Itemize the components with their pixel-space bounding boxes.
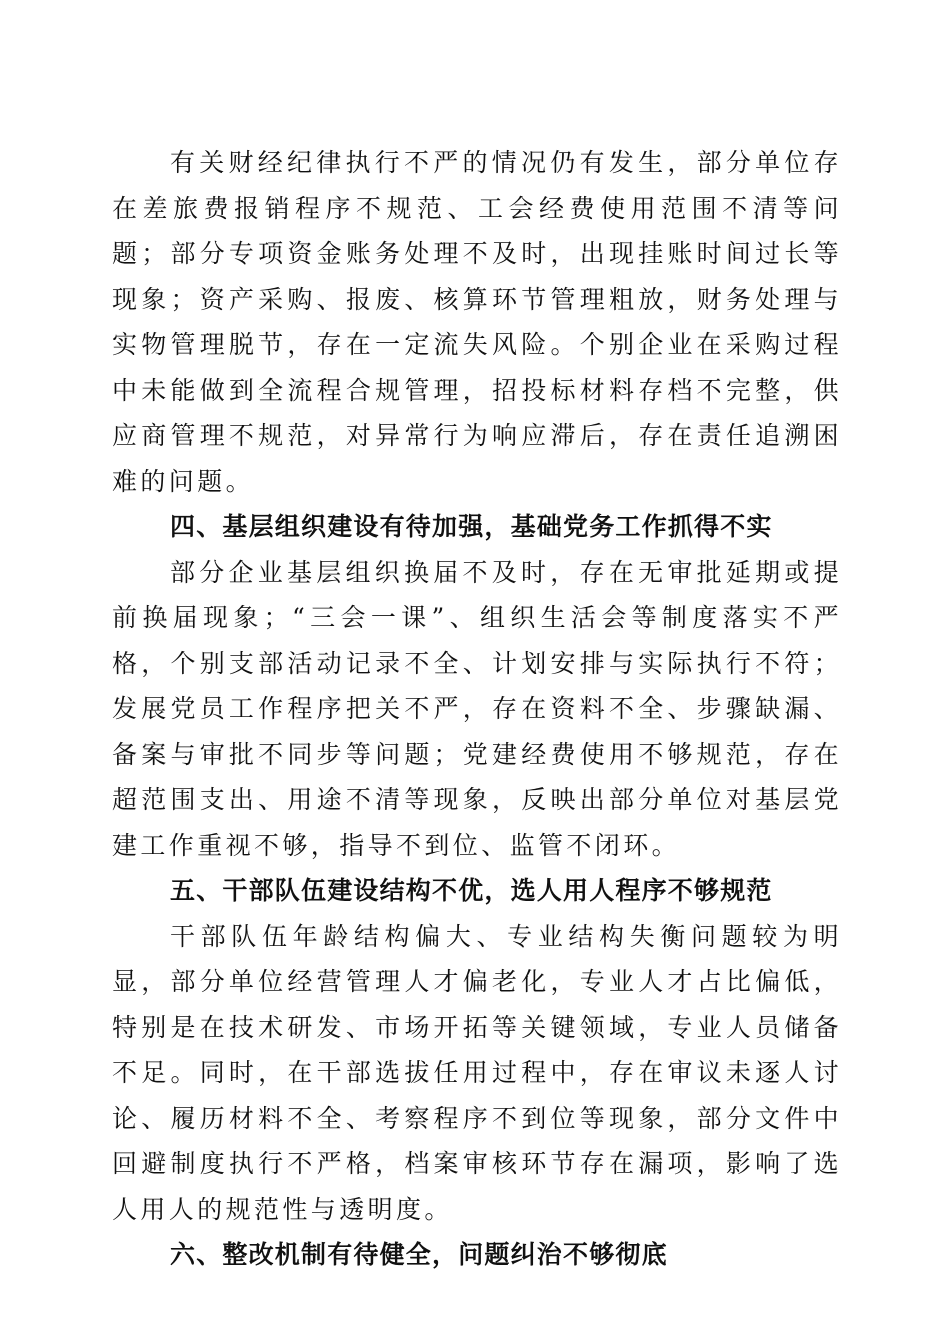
- section-heading-5: 五、干部队伍建设结构不优，选人用人程序不够规范: [170, 876, 773, 905]
- paragraph-finance-discipline: 有关财经纪律执行不严的情况仍有发生，部分单位存在差旅费报销程序不规范、工会经费使用范围不清等问题；部分专项资金账务处理不及时，出现挂账时间过长等现象；资产采购、报废、核算环节管理粗放，财务处理与实物管理脱节，存在一定流失风险。个别企业在采购过程中未能做到全流程合规管理，招投标材料存档不完整，供应商管理不规范，对异常行为响应滞后，存在责任追溯困难的问题。: [112, 148, 842, 496]
- document-body: [112, 140, 842, 1278]
- paragraph-grassroots-organization: 部分企业基层组织换届不及时，存在无审批延期或提前换届现象；“三会一课”、组织生活会等制度落实不严格，个别支部活动记录不全、计划安排与实际执行不符；发展党员工作程序把关不严，存在资料不全、步骤缺漏、备案与审批不同步等问题；党建经费使用不够规范，存在超范围支出、用途不清等现象，反映出部分单位对基层党建工作重视不够，指导不到位、监管不闭环。: [112, 557, 842, 860]
- paragraph-cadre-team: 干部队伍年龄结构偏大、专业结构失衡问题较为明显，部分单位经营管理人才偏老化，专业人才占比偏低，特别是在技术研发、市场开拓等关键领域，专业人员储备不足。同时，在干部选拔任用过程中，存在审议未逐人讨论、履历材料不全、考察程序不到位等现象，部分文件中回避制度执行不严格，档案审核环节存在漏项，影响了选人用人的规范性与透明度。: [112, 921, 842, 1224]
- section-heading-4: 四、基层组织建设有待加强，基础党务工作抓得不实: [170, 512, 773, 541]
- section-heading-6: 六、整改机制有待健全，问题纠治不够彻底: [170, 1240, 668, 1269]
